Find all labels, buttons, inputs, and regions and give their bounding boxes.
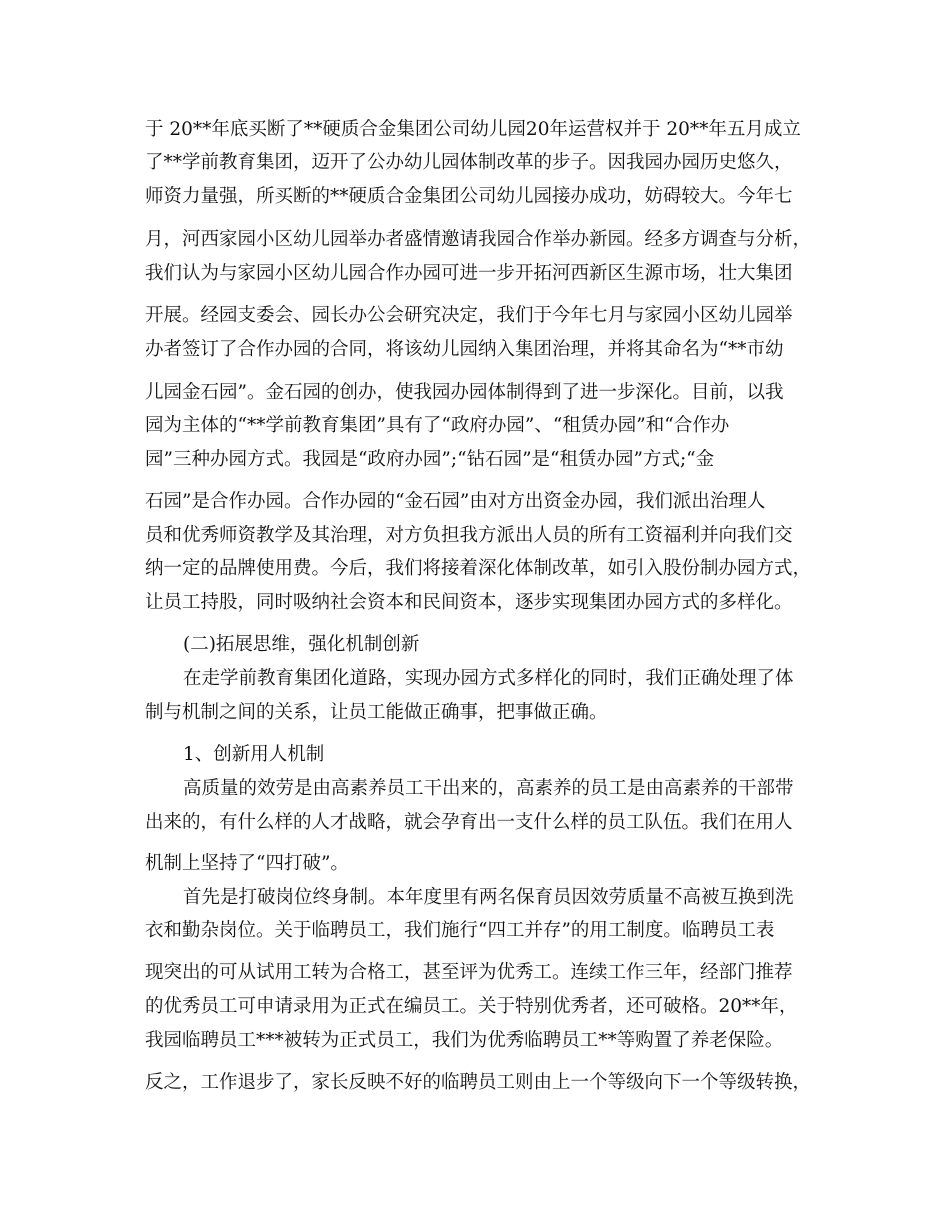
text-line: 机制上坚持了“四打破”。 [145,853,349,874]
text-line: 我们认为与家园小区幼儿园合作办园可进一步开拓河西新区生源市场，壮大集团 [145,263,793,284]
text-line: 师资力量强，所买断的**硬质合金集团公司幼儿园接办成功，妨碍较大。今年七 [145,186,793,207]
text-line: 首先是打破岗位终身制。本年度里有两名保育员因效劳质量不高被互换到洗 [183,887,794,908]
text-line: 了**学前教育集团，迈开了公办幼儿园体制改革的步子。因我园办园历史悠久， [145,152,793,173]
text-line: 开展。经园支委会、园长办公会研究决定，我们于今年七月与家园小区幼儿园举 [145,305,793,326]
text-line: 于 20**年底买断了**硬质合金集团公司幼儿园20年运营权并于 20**年五月成立 [145,119,801,140]
text-line: 在走学前教育集团化道路，实现办园方式多样化的同时，我们正确处理了体 [183,668,794,689]
text-line: 反之，工作退步了，家长反映不好的临聘员工则由上一个等级向下一个等级转换， [145,1072,812,1093]
text-line: 我园临聘员工***被转为正式员工，我们为优秀临聘员工**等购置了养老保险。 [145,1030,784,1051]
text-line: 让员工持股，同时吸纳社会资本和民间资本，逐步实现集团办园方式的多样化。 [145,592,793,613]
text-line: 员和优秀师资教学及其治理，对方负担我方派出人员的所有工资福利并向我们交 [145,525,793,546]
section-heading: (二)拓展思维，强化机制创新 [183,634,420,655]
text-line: 办者签订了合作办园的合同，将该幼儿园纳入集团治理，并将其命名为“**市幼 [145,339,784,360]
text-line: 高质量的效劳是由高素养员工干出来的，高素养的员工是由高素养的干部带 [183,778,794,799]
text-line: 出来的，有什么样的人才战略，就会孕育出一支什么样的员工队伍。我们在用人 [145,812,793,833]
subsection-heading: 1、创新用人机制 [183,744,325,765]
text-line: 衣和勤杂岗位。关于临聘员工，我们施行“四工并存”的用工制度。临聘员工表 [145,920,775,941]
text-line: 的优秀员工可申请录用为正式在编员工。关于特别优秀者，还可破格。20**年， [145,996,798,1017]
text-line: 制与机制之间的关系，让员工能做正确事，把事做正确。 [145,702,608,723]
text-line: 园为主体的“**学前教育集团”具有了“政府办园”、“租赁办园”和“合作办 [145,415,730,436]
text-line: 纳一定的品牌使用费。今后，我们将接着深化体制改革，如引入股份制办园方式， [145,558,812,579]
text-line: 现突出的可从试用工转为合格工，甚至评为优秀工。连续工作三年，经部门推荐 [145,962,793,983]
text-line: 月，河西家园小区幼儿园举办者盛情邀请我园合作举办新园。经多方调查与分析， [145,229,812,250]
text-line: 石园”是合作办园。合作办园的“金石园”由对方出资金办园，我们派出治理人 [145,491,766,512]
text-line: 儿园金石园”。金石园的创办，使我园办园体制得到了进一步深化。目前，以我 [145,382,784,403]
text-line: 园”三种办园方式。我园是“政府办园”;“钻石园”是“租赁办园”方式;“金 [145,449,715,470]
